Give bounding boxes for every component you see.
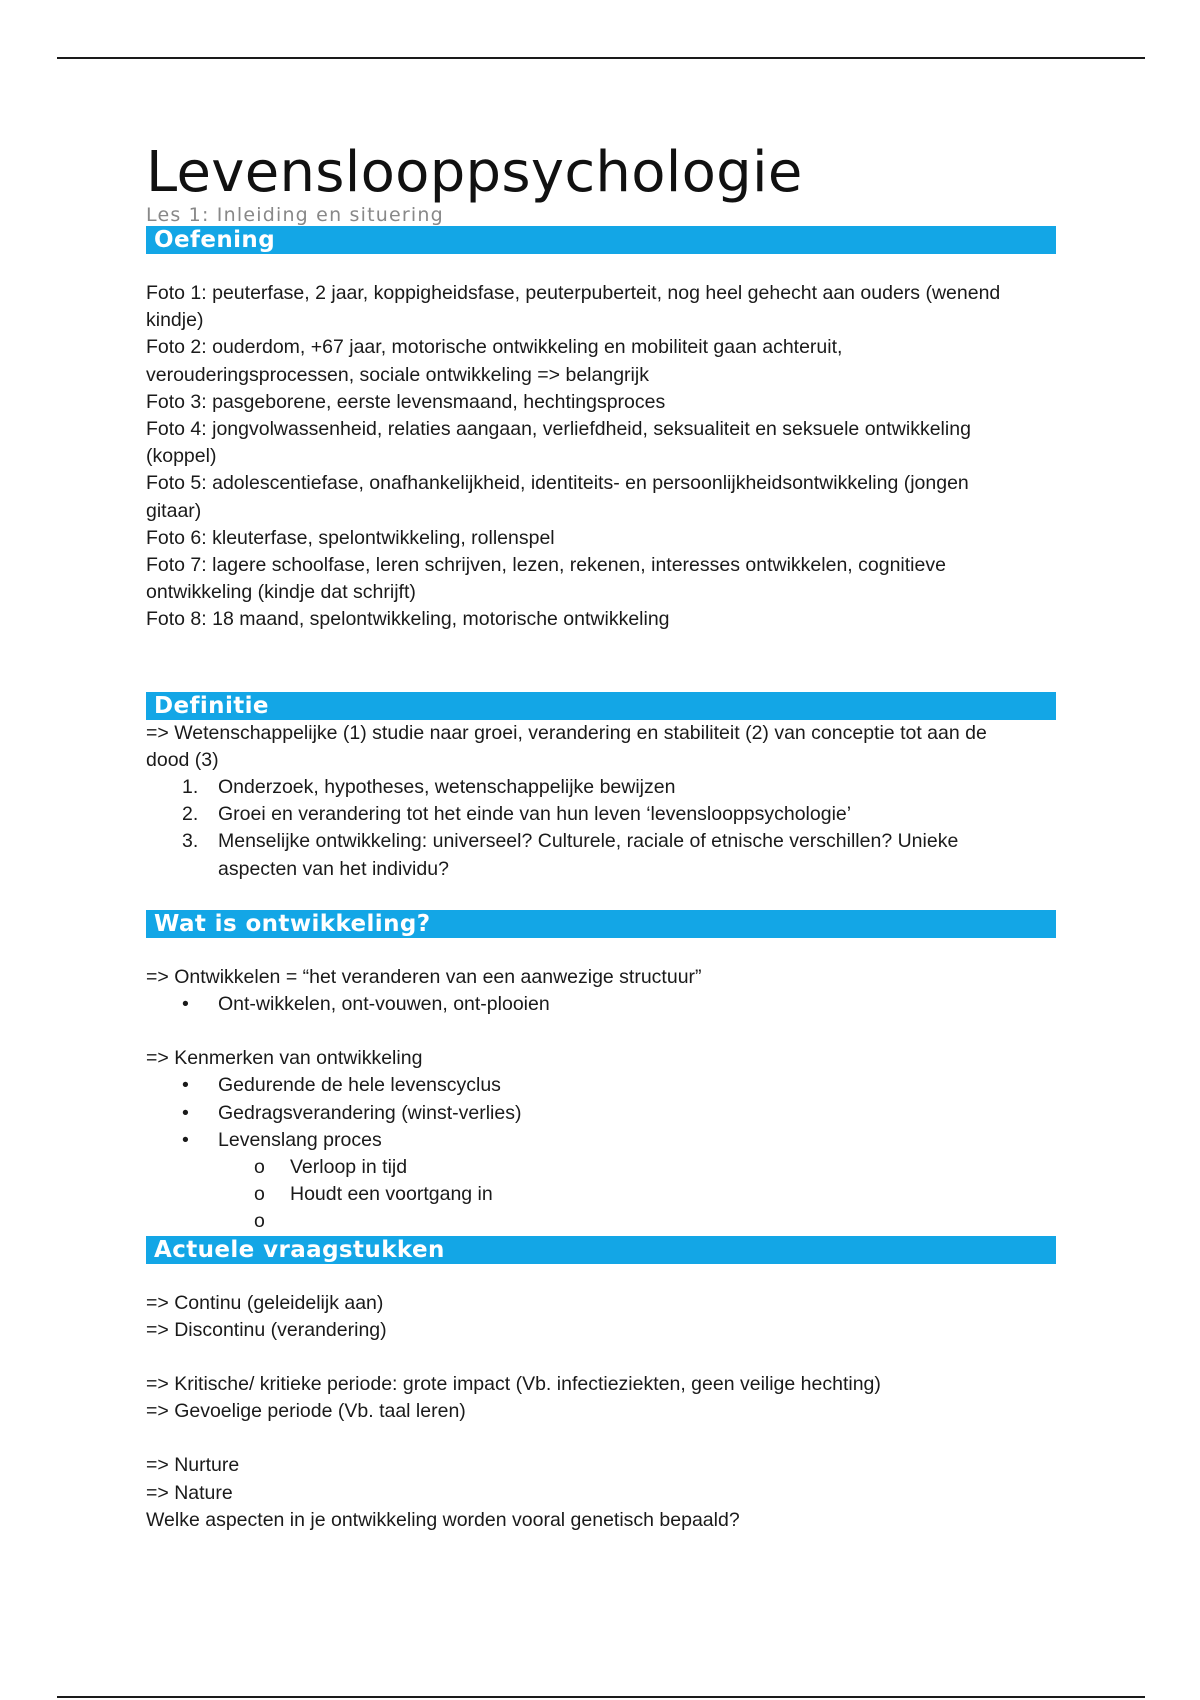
list-item-text: Groei en verandering tot het einde van hun leven ‘levenslooppsychologie’ bbox=[218, 803, 852, 826]
document-page bbox=[146, 140, 1056, 1534]
bullet-icon: • bbox=[182, 1074, 189, 1097]
paragraph-line: ontwikkeling (kindje dat schrijft) bbox=[146, 581, 416, 604]
paragraph-line: Foto 4: jongvolwassenheid, relaties aangaan, verliefdheid, seksualiteit en seksuele ontwikkeling bbox=[146, 418, 971, 441]
spacer bbox=[146, 634, 1056, 692]
paragraph-line: => Ontwikkelen = “het veranderen van een aanwezige structuur” bbox=[146, 965, 702, 988]
spacer bbox=[146, 254, 1056, 280]
paragraph-line: kindje) bbox=[146, 309, 204, 332]
list-item bbox=[146, 1127, 1056, 1154]
paragraph-line: Foto 8: 18 maand, spelontwikkeling, motorische ontwikkeling bbox=[146, 608, 670, 631]
paragraph-line: => Nurture bbox=[146, 1454, 240, 1477]
numbered-list bbox=[146, 774, 1056, 883]
paragraph-line: Foto 7: lagere schoolfase, leren schrijven, lezen, rekenen, interesses ontwikkelen, cognitieve bbox=[146, 554, 946, 577]
paragraph-line: (koppel) bbox=[146, 445, 217, 468]
list-item-text: Gedragsverandering (winst-verlies) bbox=[218, 1101, 522, 1124]
bullet-icon: • bbox=[182, 993, 189, 1016]
list-item bbox=[146, 774, 1056, 801]
list-item bbox=[146, 1100, 1056, 1127]
heading-definitie: Definitie bbox=[146, 692, 1056, 720]
list-item-text: Verloop in tijd bbox=[290, 1156, 408, 1179]
list-number: 1. bbox=[182, 776, 199, 799]
oefening-body bbox=[146, 280, 1056, 634]
spacer bbox=[146, 1264, 1056, 1290]
sub-bullet-marker: o bbox=[254, 1210, 265, 1233]
heading-ontwikkeling: Wat is ontwikkeling? bbox=[146, 910, 1056, 938]
list-item bbox=[146, 1072, 1056, 1099]
sub-list-item bbox=[146, 1208, 1056, 1235]
bullet-icon: • bbox=[182, 1128, 189, 1151]
bullet-list bbox=[146, 1072, 1056, 1235]
spacer bbox=[146, 883, 1056, 910]
page-bottom-rule bbox=[57, 1696, 1145, 1698]
document-subtitle: Les 1: Inleiding en situering bbox=[146, 204, 444, 226]
paragraph-line: => Kritische/ kritieke periode: grote impact (Vb. infectieziekten, geen veilige hechting) bbox=[146, 1373, 881, 1396]
paragraph-line: dood (3) bbox=[146, 748, 219, 771]
paragraph-line: Foto 2: ouderdom, +67 jaar, motorische ontwikkeling en mobiliteit gaan achteruit, bbox=[146, 336, 843, 359]
list-item-text: Gedurende de hele levenscyclus bbox=[218, 1074, 501, 1097]
list-item-text: Houdt een voortgang in bbox=[290, 1183, 493, 1206]
paragraph-line: Foto 3: pasgeborene, eerste levensmaand, hechtingsproces bbox=[146, 390, 666, 413]
bullet-list bbox=[146, 991, 1056, 1018]
paragraph-line: => Gevoelige periode (Vb. taal leren) bbox=[146, 1400, 466, 1423]
sub-list-item bbox=[146, 1154, 1056, 1181]
paragraph-line: gitaar) bbox=[146, 499, 202, 522]
bullet-icon: • bbox=[182, 1101, 189, 1124]
list-number: 2. bbox=[182, 803, 199, 826]
sub-list-item bbox=[146, 1181, 1056, 1208]
list-item bbox=[146, 991, 1056, 1018]
paragraph-line: => Kenmerken van ontwikkeling bbox=[146, 1047, 423, 1070]
spacer bbox=[146, 1018, 1056, 1045]
paragraph-line: Foto 1: peuterfase, 2 jaar, koppigheidsfase, peuterpuberteit, nog heel gehecht aan ouders (wenend bbox=[146, 282, 1001, 304]
list-item-text: Menselijke ontwikkeling: universeel? Culturele, raciale of etnische verschillen? Unieke bbox=[218, 830, 959, 853]
list-item-text: Onderzoek, hypotheses, wetenschappelijke bewijzen bbox=[218, 776, 676, 799]
paragraph-line: => Wetenschappelijke (1) studie naar groei, verandering en stabiliteit (2) van conceptie tot aan de bbox=[146, 721, 987, 744]
list-number: 3. bbox=[182, 830, 199, 853]
paragraph-line: Welke aspecten in je ontwikkeling worden vooral genetisch bepaald? bbox=[146, 1508, 740, 1531]
spacer bbox=[146, 1425, 1056, 1452]
list-item-text: aspecten van het individu? bbox=[218, 857, 449, 880]
list-item bbox=[146, 801, 1056, 828]
list-item-text: Ont-wikkelen, ont-vouwen, ont-plooien bbox=[218, 993, 550, 1016]
paragraph-line: verouderingsprocessen, sociale ontwikkeling => belangrijk bbox=[146, 363, 649, 386]
heading-oefening: Oefening bbox=[146, 226, 1056, 254]
list-item-text: Levenslang proces bbox=[218, 1128, 382, 1151]
heading-vraagstukken: Actuele vraagstukken bbox=[146, 1236, 1056, 1264]
sub-bullet-marker: o bbox=[254, 1156, 265, 1179]
spacer bbox=[146, 938, 1056, 964]
paragraph-line: => Nature bbox=[146, 1481, 233, 1504]
document-title: Levenslooppsychologie bbox=[146, 140, 803, 205]
paragraph-line: Foto 5: adolescentiefase, onafhankelijkheid, identiteits- en persoonlijkheidsontwikkeling (jongen bbox=[146, 472, 969, 495]
paragraph-line: => Continu (geleidelijk aan) bbox=[146, 1291, 384, 1314]
list-item bbox=[146, 828, 1056, 882]
paragraph-line: Foto 6: kleuterfase, spelontwikkeling, rollenspel bbox=[146, 526, 555, 549]
spacer bbox=[146, 1344, 1056, 1371]
paragraph-line: => Discontinu (verandering) bbox=[146, 1318, 387, 1341]
page-top-rule bbox=[57, 57, 1145, 59]
sub-bullet-marker: o bbox=[254, 1183, 265, 1206]
